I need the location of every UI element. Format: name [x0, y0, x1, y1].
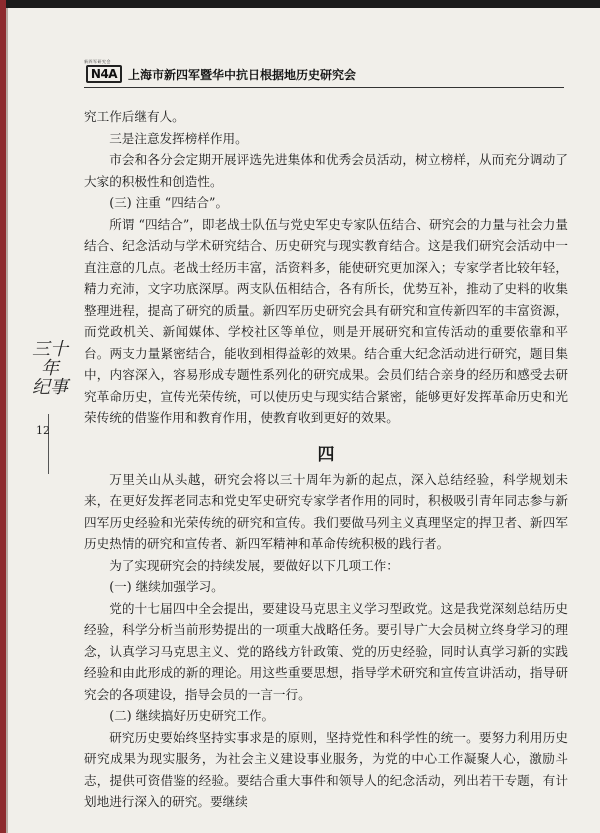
paragraph: 市会和各分会定期开展评选先进集体和优秀会员活动，树立榜样，从而充分调动了大家的积极性和创造性。	[84, 152, 568, 189]
n4a-logo	[84, 59, 124, 83]
section-heading: 四	[317, 444, 335, 465]
header-divider	[84, 87, 564, 88]
logo-mark: N4A	[86, 65, 122, 83]
sidebar-calligraphy-mark	[28, 340, 72, 397]
paragraph: 党的十七届四中全会提出，要建设马克思主义学习型政党。这是我党深刻总结历史经验，科学分析当前形势提出的一项重大战略任务。要引导广大会员树立终身学习的理念，认真学习马克思主义、党的路线方针政策、党的历史经验，同时认真学习新的实践经验和由此形成的新的理论。用这些重要思想，指导学术研究和宣传宣讲活动，指导研究会的各项建设，指导会员的一言一行。	[84, 600, 568, 702]
paragraph: 所谓 “四结合”，即老战士队伍与党史军史专家队伍结合、研究会的力量与社会力量结合、纪念活动与学术研究结合、历史研究与现实教育结合。这是我们研究会活动中一直注意的几点。老战士经历丰富，活资料多，能使研究更加深入；专家学者比较年轻，精力充沛，文字功底深厚。两支队伍相结合，各有所长，优势互补，推动了史料的收集整理进程，提高了研究的质量。新四军历史研究会具有研究和宣传新四军的丰富资源，而党政机关、新闻媒体、学校社区等单位，则是开展研究和宣传活动的重要依靠和平台。两支力量紧密结合，能收到相得益彰的效果。结合重大纪念活动进行研究，题目集中，内容深入，容易形成专题性系列化的研究成果。会员们结合亲身的经历和感受去研究革命历史，宣传光荣传统，可以使历史与现实结合紧密，能够更好发挥革命历史和光荣传统的借鉴作用和教育作用，使教育收到更好的效果。	[84, 216, 568, 425]
paragraph: 三是注意发挥榜样作用。	[109, 130, 248, 146]
header-title: 上海市新四军暨华中抗日根据地历史研究会	[128, 68, 357, 82]
page-number: 12	[36, 424, 50, 437]
paragraph: 研究历史要始终坚持实事求是的原则，坚持党性和科学性的统一。要努力利用历史研究成果为现实服务，为社会主义建设事业服务，为党的中心工作凝聚人心，激励斗志，提供可资借鉴的经验。要结合重大事件和领导人的纪念活动，列出若干专题，有计划地进行深入的研究。要继续	[84, 729, 568, 809]
subheading: (二) 继续搞好历史研究工作。	[109, 708, 275, 723]
subheading: (一) 继续加强学习。	[109, 579, 224, 594]
sidebar-divider	[48, 414, 49, 474]
paragraph: 究工作后继有人。	[84, 109, 185, 124]
body-text	[84, 106, 568, 813]
sidebar-mark-row-1: 三十年	[32, 339, 68, 379]
paragraph: 万里关山从头越，研究会将以三十周年为新的起点，深入总结经验，科学规划未来，在更好发挥老同志和党史军史研究专家学者作用的同时，积极吸引青年同志参与新四军历史经验和光荣传统的研究和宣传。我们要做马列主义真理坚定的捍卫者、新四军历史热情的研究和宣传者、新四军精神和革命传统积极的践行者。	[84, 471, 568, 551]
subheading: (三) 注重 “四结合”。	[109, 195, 229, 210]
sidebar-mark-row-2: 纪事	[32, 377, 68, 398]
logo-top-text: 新四军研究会	[84, 59, 111, 64]
page-header	[84, 58, 554, 88]
paragraph: 为了实现研究会的持续发展，要做好以下几项工作：	[109, 557, 399, 573]
